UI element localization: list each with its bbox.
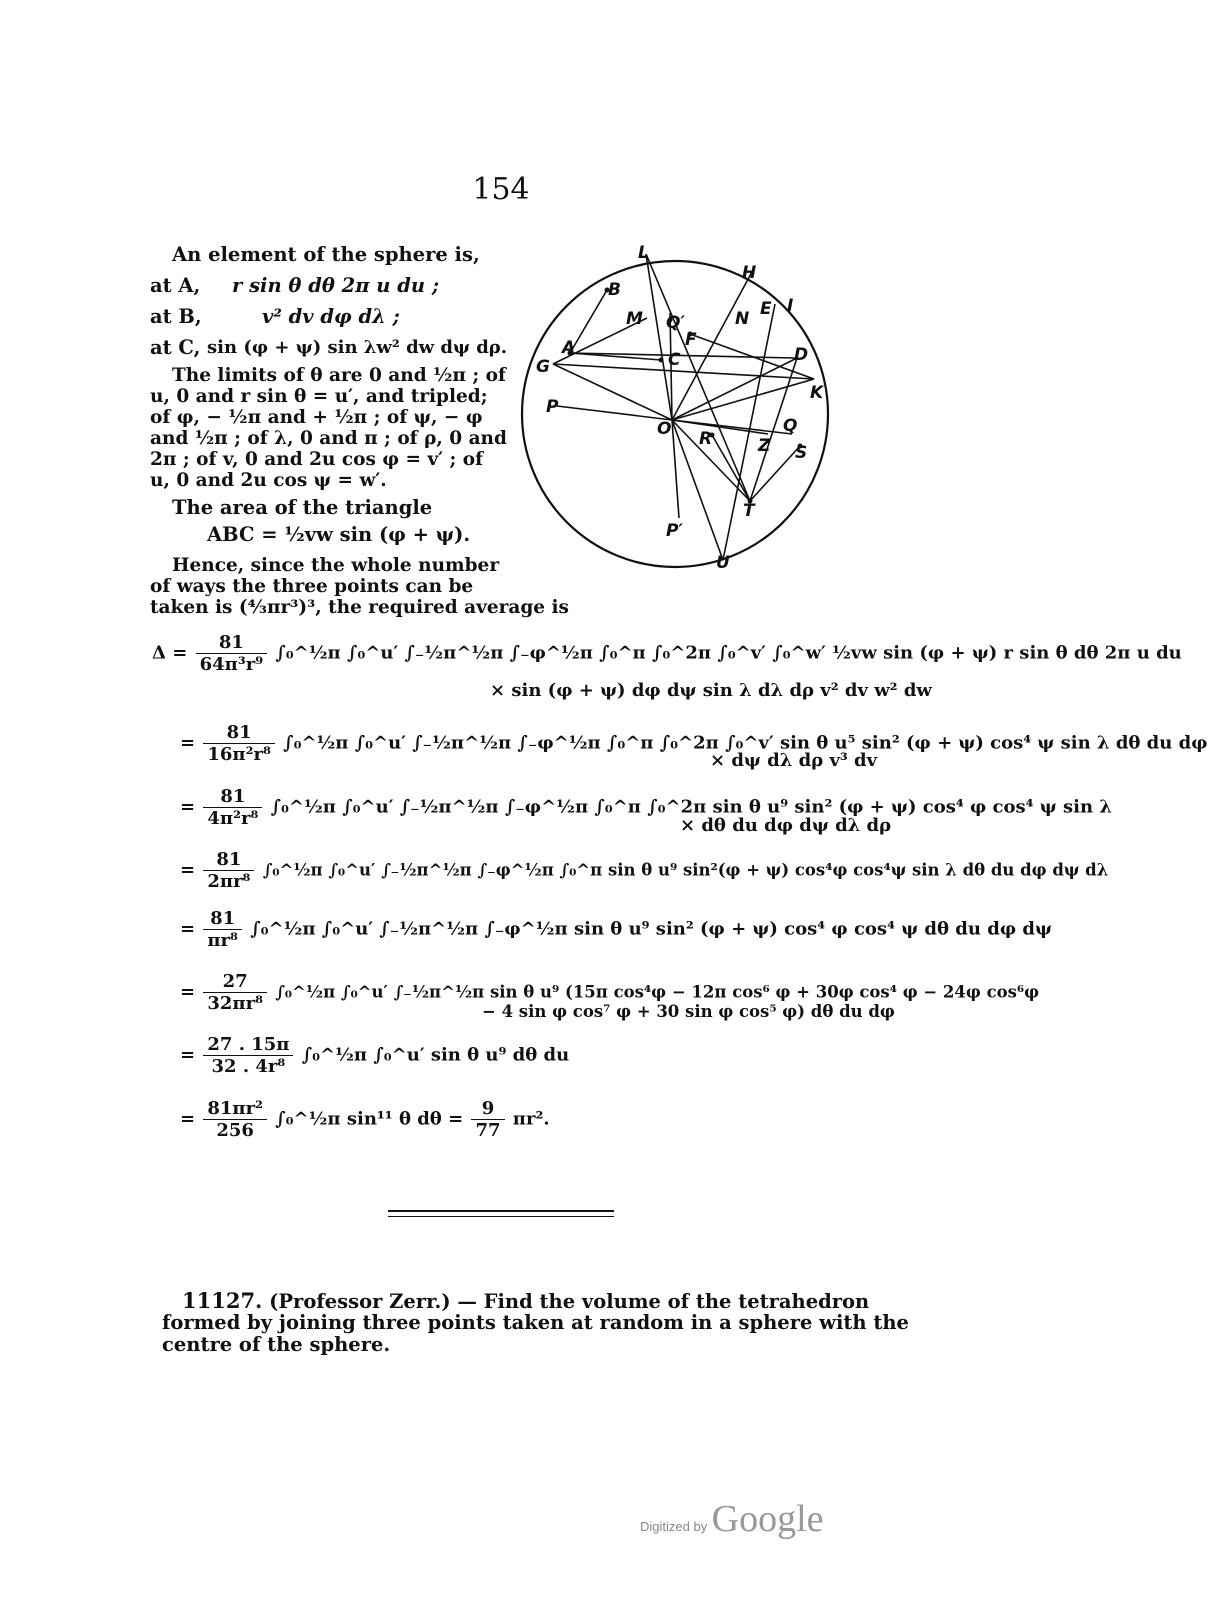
label-G: G	[536, 357, 550, 377]
eq-body: ∫₀^½π ∫₀^u′ sin θ u⁹ dθ du	[301, 1044, 570, 1066]
eq-num: 81	[203, 722, 274, 744]
eq-tail-den: 77	[475, 1120, 501, 1141]
eq-num: 81πr²	[203, 1098, 267, 1120]
eq-den: 32 . 4r⁸	[211, 1056, 286, 1077]
eq-body: ∫₀^½π ∫₀^u′ ∫₋½π^½π ∫₋φ^½π ∫₀^π sin θ u⁹ sin²(φ + ψ) cos⁴φ cos⁴ψ sin λ dθ du dφ dψ dλ	[262, 860, 1109, 880]
eq-tail: πr².	[512, 1108, 550, 1130]
eq-lead: =	[180, 796, 196, 818]
problem-line	[182, 1290, 869, 1313]
eq-continuation: × dθ du dφ dψ dλ dρ	[680, 815, 892, 836]
eq-lead: Δ =	[152, 642, 188, 664]
label-M: M	[626, 309, 643, 329]
label-T: T	[743, 501, 755, 521]
eq-num: 81	[203, 849, 254, 871]
section-divider	[388, 1216, 614, 1217]
eq-body: ∫₀^½π ∫₀^u′ ∫₋½π^½π ∫₋φ^½π ∫₀^π ∫₀^2π sin θ u⁹ sin² (φ + ψ) cos⁴ φ cos⁴ ψ sin λ	[270, 796, 1112, 818]
equation-row	[180, 1098, 550, 1141]
equation-row	[180, 722, 1208, 765]
equation-row	[180, 1034, 569, 1077]
label-K: K	[810, 383, 824, 403]
label-R: R	[699, 429, 713, 449]
limits-line: The limits of θ are 0 and ½π ; of	[172, 365, 506, 386]
equation-row	[152, 632, 1182, 675]
watermark-big: Google	[711, 1498, 824, 1540]
label-E: E	[760, 299, 772, 319]
label-P1: P′	[666, 521, 683, 541]
label-S: S	[795, 443, 808, 463]
eq-body: ∫₀^½π ∫₀^u′ ∫₋½π^½π sin θ u⁹ (15π cos⁴φ − 12π cos⁶ φ + 30φ cos⁴ φ − 24φ cos⁶φ	[275, 982, 1040, 1002]
at-a-expr: r sin θ dθ 2π u du ;	[232, 274, 440, 297]
area-line: The area of the triangle	[172, 496, 433, 519]
label-O: O	[657, 419, 672, 439]
intro-heading: An element of the sphere is,	[172, 243, 480, 266]
eq-body: ∫₀^½π ∫₀^u′ ∫₋½π^½π ∫₋φ^½π ∫₀^π ∫₀^2π ∫₀^v′ sin θ u⁵ sin² (φ + ψ) cos⁴ ψ sin λ dθ du dφ	[283, 732, 1208, 754]
hence-line: of ways the three points can be	[150, 576, 474, 597]
eq-body: ∫₀^½π ∫₀^u′ ∫₋½π^½π ∫₋φ^½π sin θ u⁹ sin² (φ + ψ) cos⁴ φ cos⁴ ψ dθ du dφ dψ	[250, 918, 1052, 940]
label-B: B	[608, 280, 621, 300]
eq-continuation: × dψ dλ dρ v³ dv	[710, 750, 878, 771]
limits-line: u, 0 and r sin θ = u′, and tripled;	[150, 386, 488, 407]
at-b-expr: v² dv dφ dλ ;	[262, 305, 400, 328]
problem-line: centre of the sphere.	[162, 1333, 391, 1356]
label-Z: Z	[758, 436, 771, 456]
label-A: A	[562, 338, 576, 358]
eq-body: ∫₀^½π sin¹¹ θ dθ =	[275, 1108, 464, 1130]
hence-line: Hence, since the whole number	[172, 555, 500, 576]
hence-line: taken is (⁴⁄₃πr³)³, the required average is	[150, 597, 569, 618]
limits-line: 2π ; of v, 0 and 2u cos φ = v′ ; of	[150, 449, 484, 470]
eq-num: 81	[203, 786, 262, 808]
eq-body: ∫₀^½π ∫₀^u′ ∫₋½π^½π ∫₋φ^½π ∫₀^π ∫₀^2π ∫₀^v′ ∫₀^w′ ½vw sin (φ + ψ) r sin θ dθ 2π u du	[275, 642, 1182, 664]
at-c-label: at C,	[150, 336, 201, 359]
problem-number: 11127.	[182, 1288, 263, 1313]
label-L: L	[638, 243, 649, 263]
eq-lead: =	[180, 859, 196, 881]
eq-den: πr⁸	[207, 930, 238, 951]
eq-lead: =	[180, 981, 196, 1003]
label-U: U	[716, 553, 730, 573]
eq-continuation: − 4 sin φ cos⁷ φ + 30 sin φ cos⁵ φ) dθ du dφ	[482, 1002, 895, 1021]
google-watermark	[640, 1497, 824, 1541]
label-N: N	[735, 309, 750, 329]
problem-text: — Find the volume of the tetrahedron	[457, 1290, 870, 1313]
label-F: F	[685, 330, 697, 350]
eq-den: 256	[216, 1120, 254, 1141]
eq-lead: =	[180, 1108, 196, 1130]
eq-den: 64π³r⁹	[199, 654, 264, 675]
at-a-label: at A,	[150, 274, 201, 297]
page-number: 154	[472, 172, 530, 207]
eq-lead: =	[180, 1044, 196, 1066]
limits-line: of φ, − ½π and + ½π ; of ψ, − φ	[150, 407, 483, 428]
limits-line: u, 0 and 2u cos ψ = w′.	[150, 470, 387, 491]
eq-den: 16π²r⁸	[207, 744, 271, 765]
eq-lead: =	[180, 732, 196, 754]
limits-line: and ½π ; of λ, 0 and π ; of ρ, 0 and	[150, 428, 507, 449]
eq-num: 27	[203, 971, 267, 993]
at-b-label: at B,	[150, 305, 202, 328]
eq-tail-num: 9	[471, 1098, 504, 1120]
label-P: P	[546, 397, 559, 417]
watermark-small: Digitized by	[640, 1519, 708, 1534]
equation-row	[180, 786, 1112, 829]
eq-num: 81	[196, 632, 267, 654]
area-formula: ABC = ½vw sin (φ + ψ).	[207, 523, 471, 546]
label-C: C	[668, 350, 681, 370]
sphere-diagram	[520, 238, 840, 578]
section-divider	[388, 1210, 614, 1212]
label-H: H	[742, 263, 757, 283]
eq-den: 4π²r⁸	[207, 808, 259, 829]
eq-continuation: × sin (φ + ψ) dφ dψ sin λ dλ dρ v² dv w² dw	[490, 680, 932, 701]
eq-lead: =	[180, 918, 196, 940]
eq-den: 2πr⁸	[207, 871, 251, 892]
label-D: D	[794, 345, 809, 365]
problem-author: (Professor Zerr.)	[269, 1290, 451, 1313]
equation-row	[180, 908, 1052, 951]
eq-num: 81	[203, 908, 242, 930]
label-Q1: Q′	[666, 313, 685, 333]
label-Q: Q	[783, 416, 798, 436]
problem-line: formed by joining three points taken at random in a sphere with the	[162, 1311, 909, 1334]
eq-num: 27 . 15π	[203, 1034, 293, 1056]
eq-den: 32πr⁸	[207, 993, 263, 1014]
equation-row	[180, 849, 1108, 892]
label-I: I	[787, 296, 794, 316]
at-c-expr: sin (φ + ψ) sin λw² dw dψ dρ.	[207, 337, 508, 358]
